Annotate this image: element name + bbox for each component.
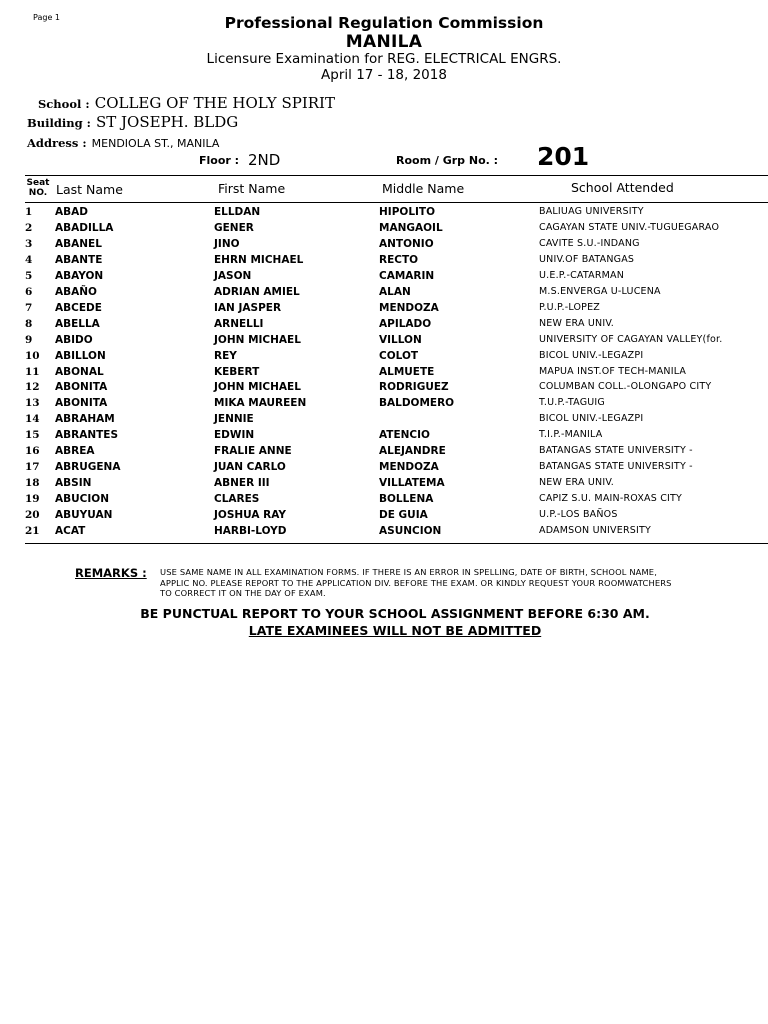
seat-header-line2: NO. [28, 188, 48, 198]
page-label: Page 1 [33, 13, 60, 22]
last-name-cell: ABANTE [55, 253, 103, 266]
last-name-cell: ABIDO [55, 333, 93, 346]
middle-name-cell: ASUNCION [379, 525, 442, 537]
first-name-cell: ABNER III [214, 477, 270, 490]
middle-name-cell: MANGAOIL [379, 221, 443, 234]
school-cell: ADAMSON UNIVERSITY [539, 525, 651, 536]
table-row [0, 318, 768, 334]
last-name-header: Last Name [56, 182, 123, 197]
school-cell: P.U.P.-LOPEZ [539, 301, 601, 313]
seat-cell: 6 [25, 285, 33, 298]
table-row [0, 302, 768, 318]
building-value: ST JOSEPH. BLDG [95, 113, 239, 131]
seat-cell: 11 [25, 365, 40, 378]
school-row [38, 93, 335, 112]
last-name-cell: ABONITA [55, 381, 108, 394]
floor-label: Floor : [199, 154, 240, 167]
school-cell: BICOL UNIV.-LEGAZPI [539, 349, 644, 361]
room-label: Room / Grp No. : [396, 154, 499, 167]
last-name-cell: ABUCION [55, 493, 109, 506]
seat-cell: 18 [25, 477, 40, 490]
room-value: 201 [537, 142, 590, 171]
table-row [0, 286, 768, 302]
city-title: MANILA [345, 32, 423, 52]
last-name-cell: ABAYON [55, 269, 104, 282]
table-row [0, 366, 768, 382]
table-header-rule [25, 202, 768, 203]
middle-name-cell: MENDOZA [379, 461, 439, 474]
table-row [0, 477, 768, 493]
first-name-cell: IAN JASPER [214, 301, 282, 314]
seat-cell: 2 [25, 221, 33, 234]
table-row [0, 270, 768, 286]
seat-cell: 17 [25, 461, 40, 474]
last-name-cell: ABONITA [55, 397, 108, 410]
table-bottom-rule [25, 543, 768, 544]
last-name-cell: ABUYUAN [55, 509, 113, 522]
first-name-header: First Name [218, 181, 286, 196]
last-name-cell: ABCEDE [55, 301, 102, 314]
school-value: COLLEG OF THE HOLY SPIRIT [94, 94, 335, 112]
table-row [0, 429, 768, 445]
table-row [0, 334, 768, 350]
exam-dates: April 17 - 18, 2018 [321, 67, 447, 83]
last-name-cell: ABREA [55, 445, 95, 458]
commission-title: Professional Regulation Commission [224, 14, 544, 32]
first-name-cell: EHRN MICHAEL [214, 253, 304, 266]
first-name-cell: EDWIN [214, 429, 255, 442]
school-cell: CAGAYAN STATE UNIV.-TUGUEGARAO [539, 221, 720, 233]
middle-name-cell: ALMUETE [379, 365, 435, 378]
last-name-cell: ABADILLA [55, 221, 114, 234]
table-row [0, 493, 768, 509]
seat-cell: 19 [25, 493, 40, 506]
first-name-cell: KEBERT [214, 365, 260, 378]
first-name-cell: JUAN CARLO [214, 461, 286, 474]
seat-cell: 15 [25, 429, 40, 442]
seat-cell: 21 [25, 525, 40, 537]
first-name-cell: ELLDAN [214, 206, 261, 218]
school-cell: BATANGAS STATE UNIVERSITY - [539, 461, 693, 473]
table-row [0, 206, 768, 222]
seat-cell: 10 [25, 349, 40, 362]
seat-cell: 12 [25, 381, 40, 394]
address-label: Address : [27, 136, 87, 150]
seat-header-line1: Seat [26, 178, 50, 188]
seat-cell: 4 [25, 253, 33, 266]
remarks-label: REMARKS : [75, 566, 147, 580]
school-cell: U.P.-LOS BAÑOS [539, 509, 618, 521]
first-name-cell: CLARES [214, 493, 260, 506]
table-top-rule [25, 175, 768, 176]
middle-name-cell: BOLLENA [379, 493, 434, 506]
middle-name-cell: RECTO [379, 253, 419, 266]
table-row [0, 525, 768, 541]
first-name-cell: JOHN MICHAEL [214, 333, 301, 346]
middle-name-cell: MENDOZA [379, 301, 439, 314]
table-row [0, 461, 768, 477]
middle-name-header: Middle Name [382, 181, 465, 196]
middle-name-cell: ATENCIO [379, 429, 430, 442]
table-row [0, 381, 768, 397]
school-attended-header: School Attended [571, 180, 674, 195]
school-cell: M.S.ENVERGA U-LUCENA [539, 285, 661, 297]
table-row [0, 238, 768, 254]
first-name-cell: JINO [214, 237, 240, 250]
remarks-text: USE SAME NAME IN ALL EXAMINATION FORMS. IF THERE IS AN ERROR IN SPELLING, DATE OF BIRTH, SCHOOL NAME, APPLIC NO. PLEASE REPORT TO THE APPLICATION DIV. BEFORE THE EXAM. OR KINDLY REQUEST YOUR ROOMWATCHERS TO CORRECT IT ON THE DAY OF EXAM. [160, 567, 672, 598]
school-cell: MAPUA INST.OF TECH-MANILA [539, 365, 687, 377]
building-label: Building : [27, 116, 91, 130]
middle-name-cell: RODRIGUEZ [379, 381, 449, 394]
last-name-cell: ABILLON [55, 349, 106, 362]
address-value: MENDIOLA ST., MANILA [91, 137, 220, 150]
last-name-cell: ABRUGENA [55, 461, 121, 474]
table-row [0, 445, 768, 461]
school-cell: BATANGAS STATE UNIVERSITY - [539, 445, 693, 457]
middle-name-cell: COLOT [379, 349, 419, 362]
middle-name-cell: CAMARIN [379, 269, 435, 282]
last-name-cell: ABRAHAM [55, 413, 115, 426]
seat-cell: 8 [25, 317, 33, 330]
last-name-cell: ABANEL [55, 237, 102, 250]
table-row [0, 350, 768, 366]
last-name-cell: ABONAL [55, 365, 104, 378]
address-row [27, 132, 219, 151]
middle-name-cell: ALAN [379, 285, 411, 298]
first-name-cell: HARBI-LOYD [214, 525, 287, 537]
table-row [0, 413, 768, 429]
school-cell: CAVITE S.U.-INDANG [539, 237, 640, 249]
first-name-cell: JENNIE [214, 413, 254, 426]
middle-name-cell: DE GUIA [379, 509, 428, 522]
middle-name-cell: BALDOMERO [379, 397, 455, 410]
school-cell: T.I.P.-MANILA [539, 429, 603, 441]
seat-cell: 9 [25, 333, 33, 346]
school-label: School : [38, 97, 90, 111]
first-name-cell: JOSHUA RAY [214, 509, 286, 522]
building-row [27, 112, 238, 131]
school-cell: NEW ERA UNIV. [539, 477, 615, 489]
school-cell: UNIVERSITY OF CAGAYAN VALLEY(for. [539, 333, 723, 345]
last-name-cell: ABAÑO [55, 285, 97, 298]
first-name-cell: ARNELLI [214, 317, 264, 330]
first-name-cell: REY [214, 349, 237, 362]
first-name-cell: GENER [214, 221, 254, 234]
first-name-cell: FRALIE ANNE [214, 445, 292, 458]
floor-value: 2ND [248, 151, 281, 169]
first-name-cell: JOHN MICHAEL [214, 381, 301, 394]
table-row [0, 509, 768, 525]
seat-cell: 1 [25, 206, 33, 218]
middle-name-cell: ALEJANDRE [379, 445, 446, 458]
school-cell: COLUMBAN COLL.-OLONGAPO CITY [539, 381, 712, 393]
last-name-cell: ABSIN [55, 477, 92, 490]
seat-cell: 20 [25, 509, 40, 522]
seat-cell: 13 [25, 397, 40, 410]
seat-header [24, 178, 52, 198]
late-notice: LATE EXAMINEES WILL NOT BE ADMITTED [248, 623, 542, 638]
seat-cell: 16 [25, 445, 40, 458]
school-cell: CAPIZ S.U. MAIN-ROXAS CITY [539, 493, 683, 505]
last-name-cell: ABRANTES [55, 429, 119, 442]
table-row [0, 397, 768, 413]
table-row [0, 254, 768, 270]
last-name-cell: ACAT [55, 525, 86, 537]
school-cell: UNIV.OF BATANGAS [539, 253, 635, 265]
last-name-cell: ABAD [55, 206, 88, 218]
first-name-cell: ADRIAN AMIEL [214, 285, 300, 298]
first-name-cell: MIKA MAUREEN [214, 397, 307, 410]
school-cell: U.E.P.-CATARMAN [539, 269, 625, 281]
exam-title: Licensure Examination for REG. ELECTRICAL ENGRS. [206, 51, 562, 67]
seat-cell: 14 [25, 413, 40, 426]
seat-cell: 3 [25, 237, 33, 250]
school-cell: NEW ERA UNIV. [539, 317, 615, 329]
school-cell: BALIUAG UNIVERSITY [539, 206, 644, 217]
middle-name-cell: HIPOLITO [379, 206, 436, 218]
school-cell: T.U.P.-TAGUIG [539, 397, 605, 409]
middle-name-cell: VILLON [379, 333, 422, 346]
table-row [0, 222, 768, 238]
middle-name-cell: APILADO [379, 317, 432, 330]
middle-name-cell: VILLATEMA [379, 477, 445, 490]
last-name-cell: ABELLA [55, 317, 100, 330]
first-name-cell: JASON [214, 269, 252, 282]
middle-name-cell: ANTONIO [379, 237, 434, 250]
school-cell: BICOL UNIV.-LEGAZPI [539, 413, 644, 425]
seat-cell: 5 [25, 269, 33, 282]
punctual-notice: BE PUNCTUAL REPORT TO YOUR SCHOOL ASSIGNMENT BEFORE 6:30 AM. [140, 606, 650, 621]
seat-cell: 7 [25, 301, 33, 314]
